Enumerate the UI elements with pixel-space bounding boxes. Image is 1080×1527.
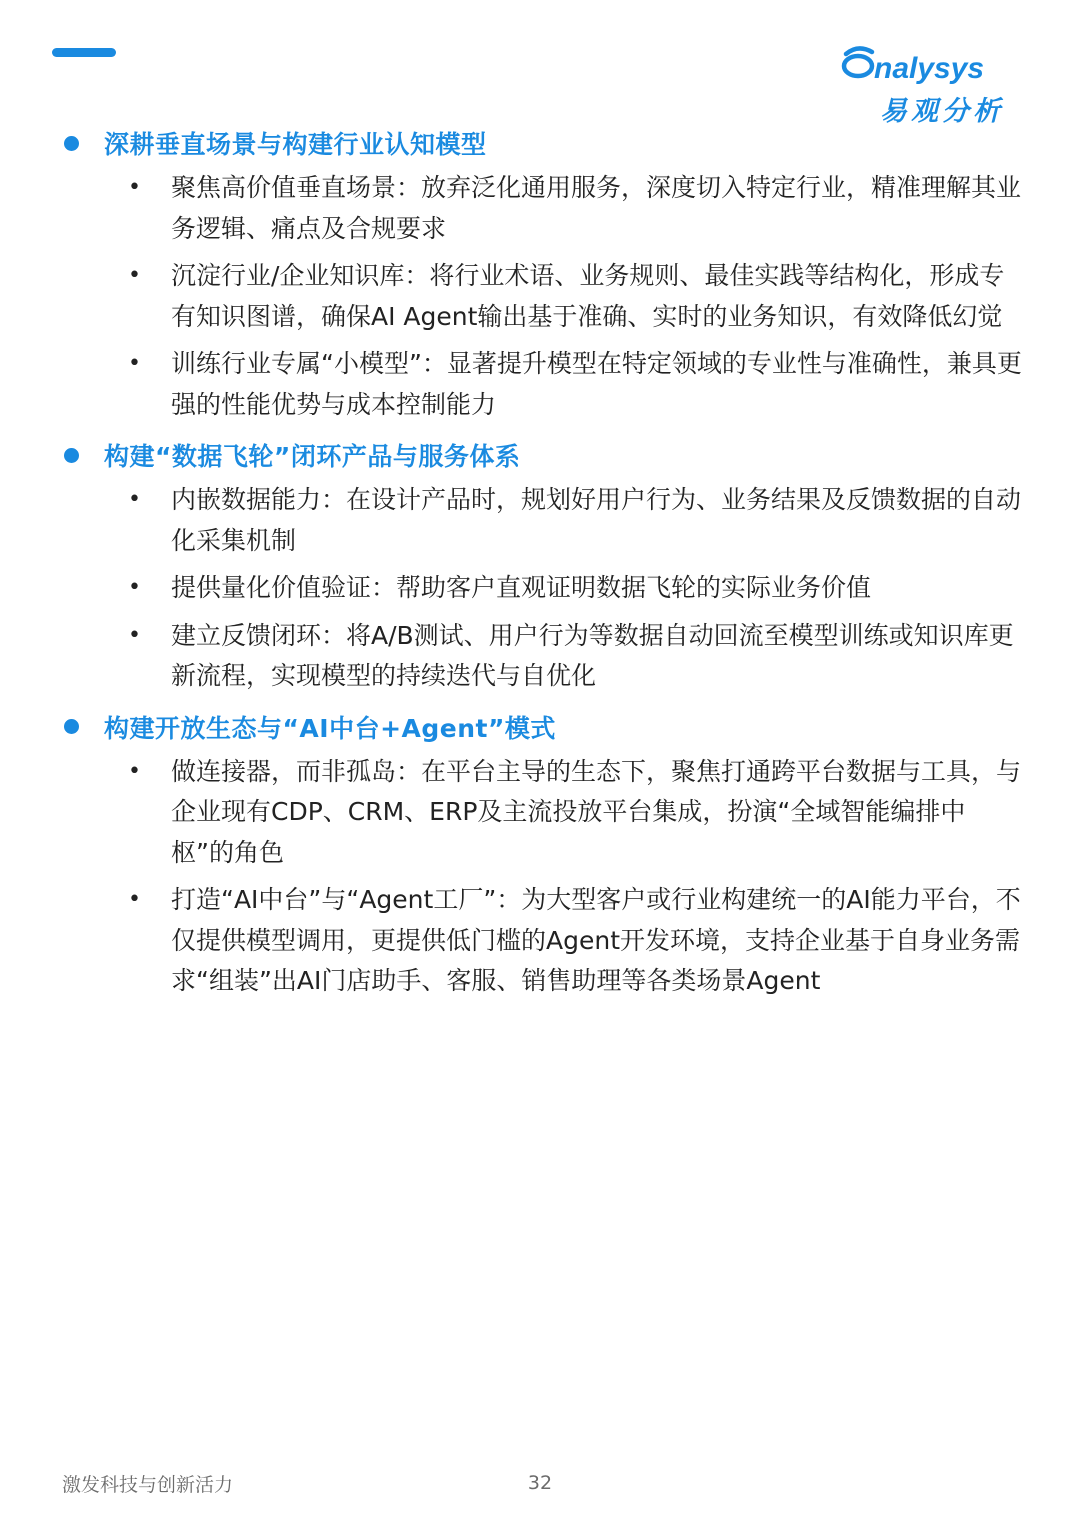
section-heading-text: 构建“数据飞轮”闭环产品与服务体系 — [104, 442, 521, 471]
section-vertical-scenarios — [64, 120, 1034, 425]
heading-bullet-icon — [64, 136, 79, 151]
section-heading — [64, 120, 1034, 166]
bullet-list — [64, 752, 1034, 1002]
section-data-flywheel — [64, 432, 1034, 697]
logo-graphic — [838, 40, 1028, 130]
footer-title: 激发科技与创新活力 — [62, 1474, 234, 1496]
bullet-icon: • — [128, 487, 141, 512]
list-item — [64, 752, 1034, 874]
list-item-text: 提供量化价值验证：帮助客户直观证明数据飞轮的实际业务价值 — [171, 573, 872, 602]
list-item-text: 建立反馈闭环：将A/B测试、用户行为等数据自动回流至模型训练或知识库更新流程，实现模型的持续迭代与自优化 — [171, 620, 1014, 690]
bullet-icon: • — [128, 575, 141, 600]
bullet-icon: • — [128, 175, 141, 200]
logo-latin-text: nalysys — [874, 52, 985, 85]
list-item — [64, 880, 1034, 1002]
list-item — [64, 616, 1034, 697]
page-number: 32 — [527, 1472, 553, 1494]
bullet-icon: • — [128, 622, 141, 648]
analysys-logo — [838, 40, 1028, 130]
section-heading-text: 构建开放生态与“AI中台+Agent”模式 — [104, 713, 556, 743]
list-item-text: 内嵌数据能力：在设计产品时，规划好用户行为、业务结果及反馈数据的自动化采集机制 — [171, 485, 1022, 555]
section-heading — [64, 432, 1034, 478]
list-item — [64, 344, 1034, 425]
bullet-icon: • — [128, 351, 141, 376]
section-heading-text: 深耕垂直场景与构建行业认知模型 — [104, 130, 487, 159]
section-heading — [64, 704, 1034, 750]
bullet-list — [64, 480, 1034, 697]
list-item-text: 做连接器，而非孤岛：在平台主导的生态下，聚焦打通跨平台数据与工具，与企业现有CDP、CRM、ERP及主流投放平台集成，扮演“全域智能编排中枢”的角色 — [171, 756, 1022, 867]
bullet-list — [64, 168, 1034, 425]
list-item — [64, 256, 1034, 337]
section-open-ecosystem — [64, 704, 1034, 1002]
list-item-text: 打造“AI中台”与“Agent工厂”：为大型客户或行业构建统一的AI能力平台，不仅提供模型调用，更提供低门槛的Agent开发环境，支持企业基于自身业务需求“组装”出AI门店助手、客服、销售助理等各类场景Agent — [171, 885, 1021, 995]
bullet-icon: • — [128, 887, 141, 912]
list-item-text: 训练行业专属“小模型”：显著提升模型在特定领域的专业性与准确性，兼具更强的性能优势与成本控制能力 — [171, 349, 1022, 419]
list-item — [64, 480, 1034, 561]
bullet-icon: • — [128, 758, 141, 784]
heading-bullet-icon — [64, 719, 79, 734]
list-item-text: 沉淀行业/企业知识库：将行业术语、业务规则、最佳实践等结构化，形成专有知识图谱，确保AI Agent输出基于准确、实时的业务知识，有效降低幻觉 — [171, 261, 1005, 331]
list-item — [64, 168, 1034, 249]
logo-cn-text: 易观分析 — [880, 96, 1004, 127]
heading-bullet-icon — [64, 448, 79, 463]
bullet-icon: • — [128, 263, 141, 288]
list-item — [64, 568, 1034, 609]
list-item-text: 聚焦高价值垂直场景：放弃泛化通用服务，深度切入特定行业，精准理解其业务逻辑、痛点及合规要求 — [171, 173, 1022, 243]
header-accent-bar — [52, 48, 116, 57]
main-content — [64, 120, 1034, 1009]
